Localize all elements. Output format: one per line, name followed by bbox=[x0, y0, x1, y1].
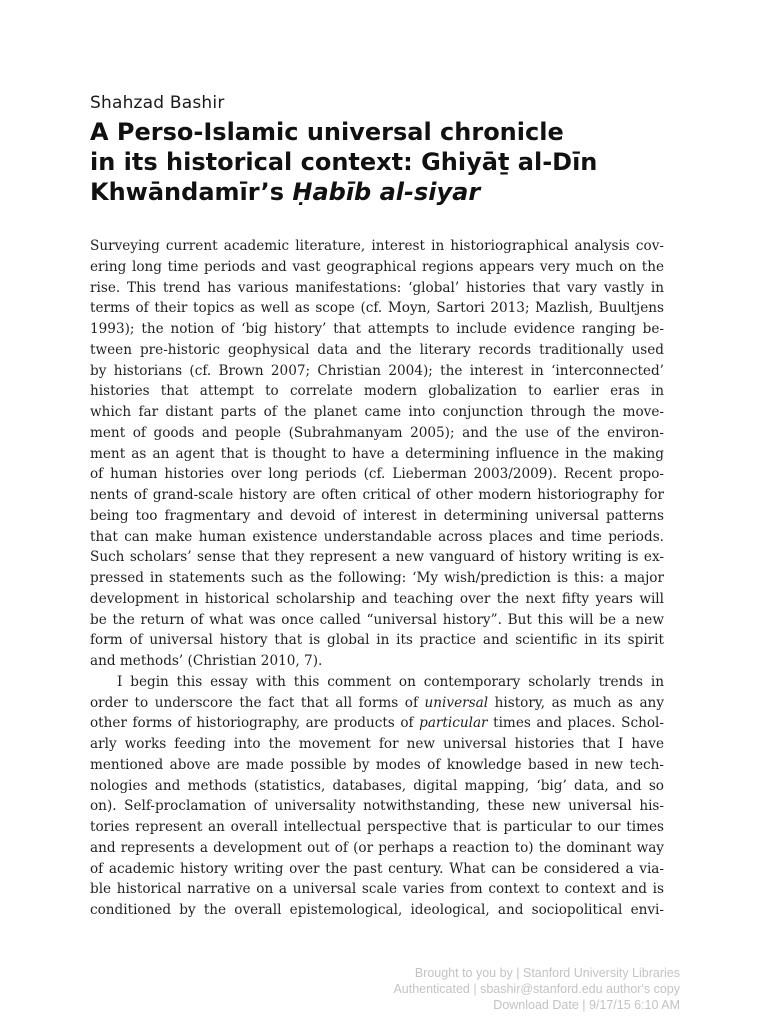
text-line: form of universal history that is global in its practice and scientific in its spirit bbox=[90, 632, 664, 649]
text-line: by historians (cf. Brown 2007; Christian 2004); the interest in ‘interconnected’ bbox=[90, 362, 664, 379]
watermark-line: Download Date | 9/17/15 6:10 AM bbox=[493, 998, 680, 1012]
author-name: Shahzad Bashir bbox=[90, 93, 225, 113]
text-run: order to underscore the fact that all forms of bbox=[90, 694, 425, 711]
text-line: ment as an agent that is thought to have a determining influence in the making bbox=[90, 445, 664, 462]
text-line: of academic history writing over the past century. What can be considered a via- bbox=[90, 860, 664, 877]
text-line: pressed in statements such as the following: ‘My wish/prediction is this: a major bbox=[90, 570, 664, 586]
text-line: ble historical narrative on a universal scale varies from context to context and is bbox=[90, 881, 664, 898]
emphasis: universal bbox=[424, 694, 489, 711]
text-line: and methods’ (Christian 2010, 7). bbox=[90, 653, 323, 669]
text-line: be the return of what was once called “universal history”. But this will be a new bbox=[90, 611, 664, 628]
title-line bbox=[90, 177, 690, 207]
text-line: Such scholars’ sense that they represent a new vanguard of history writing is ex- bbox=[90, 549, 664, 566]
text-line: ering long time periods and vast geographical regions appears very much on the bbox=[90, 258, 664, 275]
text-line: of human histories over long periods (cf. Lieberman 2003/2009). Recent propo- bbox=[90, 466, 664, 483]
text-line: conditioned by the overall epistemological, ideological, and sociopolitical envi- bbox=[90, 902, 664, 918]
paragraph-1 bbox=[90, 236, 664, 672]
text-line bbox=[90, 693, 664, 714]
body-text bbox=[90, 236, 664, 921]
text-line: 1993); the notion of ‘big history’ that attempts to include evidence ranging be- bbox=[90, 321, 664, 337]
title-line: in its historical context: Ghiyāṯ al-Dīn bbox=[90, 148, 598, 176]
text-run: history, as much as any bbox=[488, 694, 664, 711]
text-run: times and places. Schol- bbox=[487, 715, 664, 732]
text-line: on). Self-proclamation of universality notwithstanding, these new universal his- bbox=[90, 798, 664, 815]
title-italic-work: Ḥabīb al-siyar bbox=[292, 178, 481, 206]
text-line: arly works feeding into the movement for new universal histories that I have bbox=[90, 736, 664, 752]
text-line bbox=[90, 713, 664, 734]
text-line: Surveying current academic literature, interest in historiographical analysis cov- bbox=[90, 238, 664, 254]
text-line: tories represent an overall intellectual perspective that is particular to our times bbox=[90, 819, 664, 835]
text-line: terms of their topics as well as scope (cf. Moyn, Sartori 2013; Mazlish, Buultjens bbox=[90, 300, 664, 317]
text-line: nents of grand-scale history are often critical of other modern historiography for bbox=[90, 487, 664, 503]
text-line: histories that attempt to correlate modern globalization to earlier eras in bbox=[90, 383, 664, 400]
text-line: nologies and methods (statistics, databases, digital mapping, ‘big’ data, and so bbox=[90, 777, 664, 794]
text-line: and represents a development out of (or perhaps a reaction to) the dominant way bbox=[90, 839, 664, 856]
text-line: tween pre-historic geophysical data and the literary records traditionally used bbox=[90, 341, 664, 358]
title-text: Khwāndamīr’s bbox=[90, 178, 293, 206]
text-line: development in historical scholarship and teaching over the next fifty years will bbox=[90, 590, 664, 607]
text-line: I begin this essay with this comment on contemporary scholarly trends in bbox=[117, 673, 664, 690]
text-run: other forms of historiography, are products of bbox=[90, 715, 420, 732]
paragraph-2 bbox=[90, 672, 664, 921]
watermark-line: Brought to you by | Stanford University Libraries bbox=[414, 966, 680, 980]
text-line: mentioned above are made possible by modes of knowledge based in new tech- bbox=[90, 756, 664, 773]
emphasis: particular bbox=[419, 715, 488, 732]
text-line: ment of goods and people (Subrahmanyam 2005); and the use of the environ- bbox=[90, 424, 664, 441]
text-line: that can make human existence understandable across places and time periods. bbox=[90, 528, 664, 545]
article-title bbox=[90, 117, 690, 207]
text-line: being too fragmentary and devoid of interest in determining universal patterns bbox=[90, 507, 664, 524]
download-watermark bbox=[393, 965, 680, 1013]
text-line: rise. This trend has various manifestations: ‘global’ histories that vary vastly in bbox=[90, 279, 664, 296]
text-line: which far distant parts of the planet came into conjunction through the move- bbox=[90, 404, 664, 420]
watermark-line: Authenticated | sbashir@stanford.edu author's copy bbox=[393, 982, 680, 996]
title-line: A Perso-Islamic universal chronicle bbox=[90, 118, 564, 146]
